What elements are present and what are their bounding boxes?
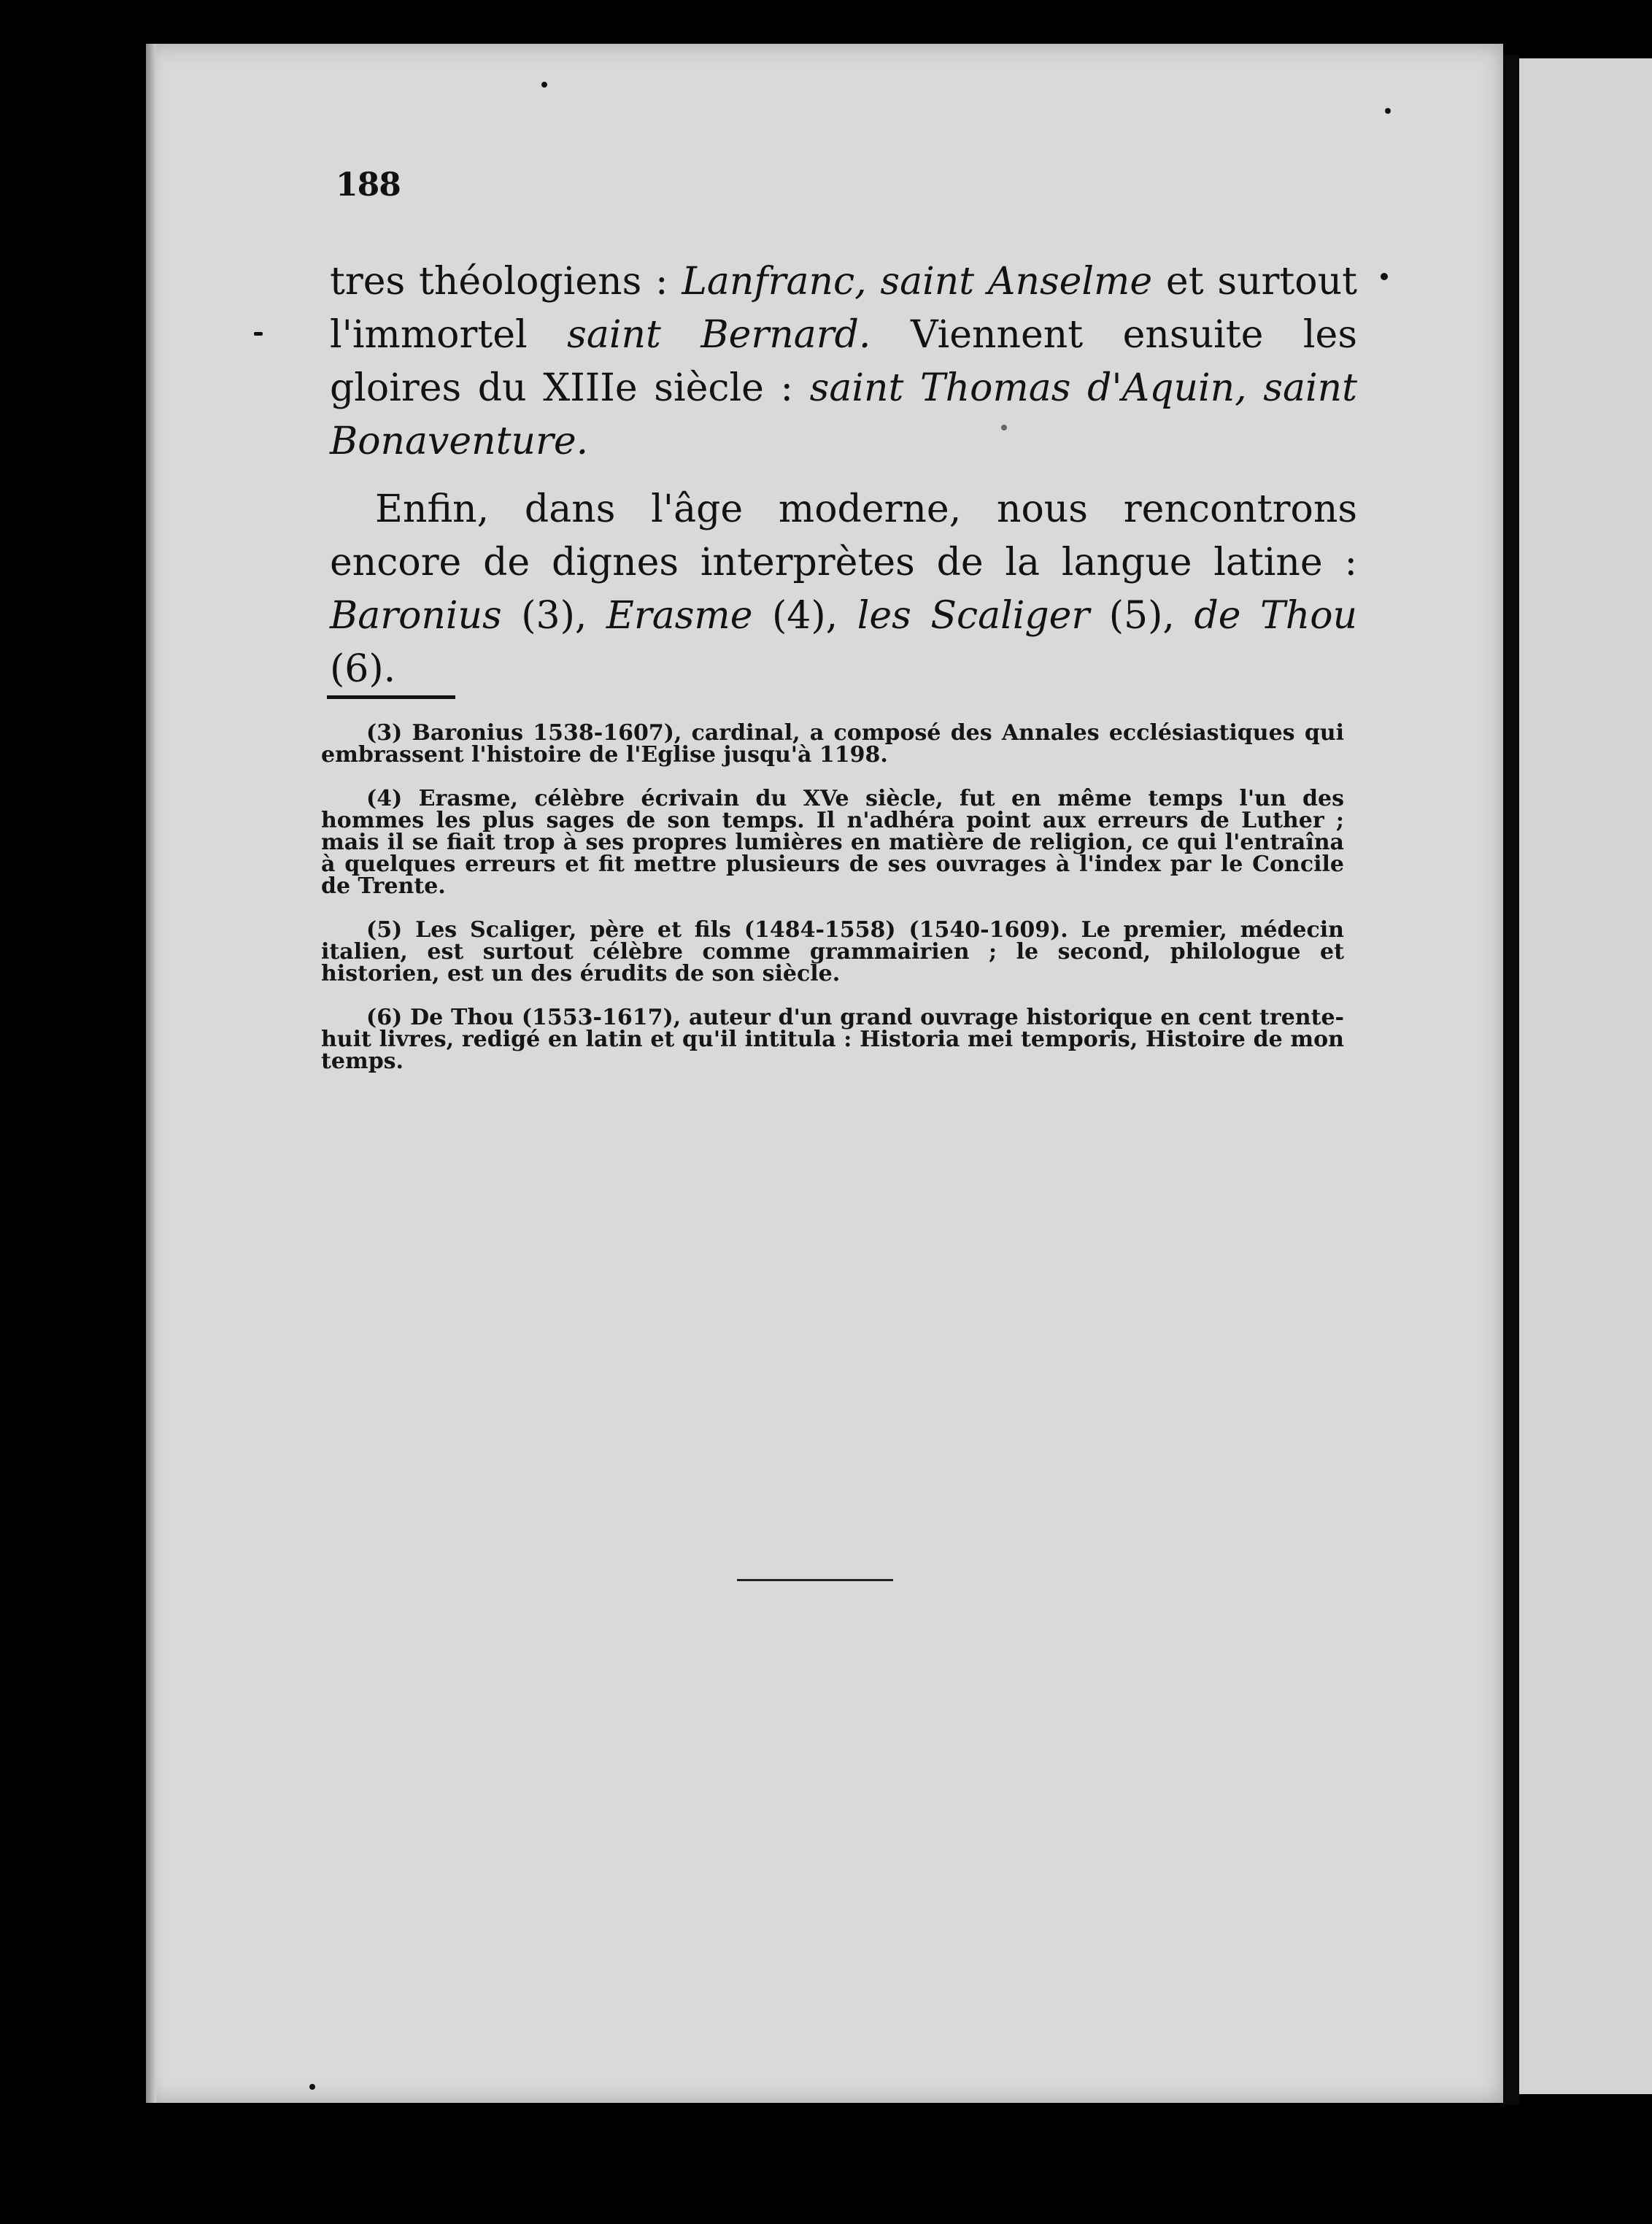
scan-speck	[309, 2084, 315, 2090]
binding-gutter	[1503, 55, 1519, 2105]
scan-speck	[541, 82, 547, 88]
text-segment-italic: Lanfranc, saint Anselme	[682, 260, 1153, 304]
text-segment-italic: saint Thomas d'Aquin, saint Bonaventure.	[330, 366, 1357, 463]
scan-speck	[1385, 108, 1391, 114]
text-segment: (3),	[501, 594, 606, 638]
footnote-separator	[327, 695, 455, 699]
footnotes	[321, 722, 1344, 1094]
scan-speck	[254, 332, 263, 336]
end-rule	[737, 1579, 893, 1581]
text-segment-italic: de Thou	[1194, 594, 1358, 638]
page-number: 188	[336, 166, 401, 204]
paragraph-continuation	[330, 255, 1357, 468]
text-segment: Viennent ensuite les gloires du XIIIe siècle :	[330, 313, 1358, 410]
text-segment-italic: Baronius	[330, 594, 502, 638]
text-segment-italic: les Scaliger	[857, 594, 1090, 638]
text-segment-italic: Erasme	[606, 594, 753, 638]
paragraph-enfin	[330, 483, 1357, 696]
scan-speck	[1381, 273, 1388, 280]
scan-speck	[1001, 425, 1007, 430]
text-segment: (4),	[752, 594, 857, 638]
footnote-4: (4) Erasme, célèbre écrivain du XVe siècle, fut en même temps l'un des hommes les plus sages de son temps. Il n'adhéra point aux erreurs de Luther ; mais il se fiait trop à ses propres lumières en matière de religion, ce qui l'entraîna à quelques erreurs et fit mettre plusieurs de ses ouvrages à l'index par le Concile de Trente.	[321, 786, 1344, 899]
text-segment: tres théologiens :	[330, 260, 682, 304]
text-segment: (5),	[1089, 594, 1194, 638]
adjacent-page-strip	[1519, 58, 1652, 2094]
footnote-6: (6) De Thou (1553-1617), auteur d'un grand ouvrage historique en cent trente-huit livres, redigé en latin et qu'il intitula : Historia mei temporis, Histoire de mon temps.	[321, 1005, 1344, 1074]
page-left-edge	[146, 44, 156, 2103]
text-segment: (6).	[330, 647, 396, 691]
footnote-5: (5) Les Scaliger, père et fils (1484-1558) (1540-1609). Le premier, médecin italien, est surtout célèbre comme grammairien ; le second, philologue et historien, est un des érudits de son siècle.	[321, 917, 1344, 986]
text-segment: et surtout l'immortel	[330, 260, 1358, 357]
footnote-3: (3) Baronius 1538-1607), cardinal, a composé des Annales ecclésiastiques qui embrassent l'histoire de l'Eglise jusqu'à 1198.	[321, 720, 1344, 768]
text-segment-italic: saint Bernard.	[567, 313, 871, 357]
text-segment: Enfin, dans l'âge moderne, nous rencontrons encore de dignes interprètes de la langue latine :	[330, 487, 1357, 584]
body-text	[330, 255, 1357, 711]
